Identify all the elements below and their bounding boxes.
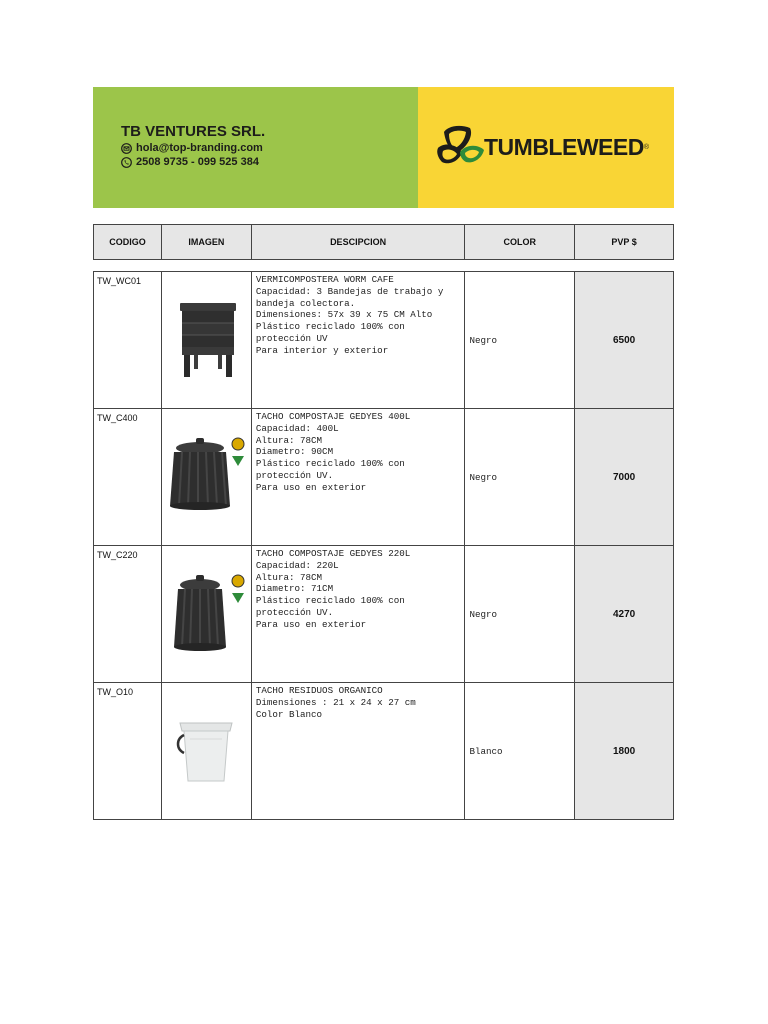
column-header-table — [93, 224, 674, 260]
table-row — [94, 683, 674, 820]
product-description — [251, 272, 465, 409]
product-code: TW_C220 — [94, 546, 162, 683]
leaf-logo-icon — [436, 118, 488, 177]
desc-line: Capacidad: 220L — [255, 559, 339, 571]
product-description — [251, 683, 465, 820]
desc-line: Para uso en exterior — [255, 618, 367, 630]
desc-line: VERMICOMPOSTERA WORM CAFE — [255, 274, 394, 285]
desc-line: Color Blanco — [255, 708, 323, 720]
header-imagen: IMAGEN — [161, 225, 251, 260]
desc-line: protección UV. — [255, 469, 334, 481]
product-price: 7000 — [575, 409, 674, 546]
product-description — [251, 546, 465, 683]
desc-line: Para uso en exterior — [255, 481, 367, 493]
header-pvp: PVP $ — [575, 225, 674, 260]
product-price: 1800 — [575, 683, 674, 820]
product-image-cell — [161, 683, 251, 820]
desc-line: Dimensiones : 21 x 24 x 27 cm — [255, 696, 416, 708]
desc-line: Para interior y exterior — [255, 344, 389, 356]
phone-row — [121, 156, 259, 168]
product-color: Negro — [465, 546, 575, 683]
phone-text: 2508 9735 - 099 525 384 — [136, 156, 259, 168]
desc-line: protección UV — [255, 332, 328, 344]
desc-line: Dimensiones: 57x 39 x 75 CM Alto — [255, 309, 433, 321]
brand-panel — [418, 87, 674, 208]
header-descripcion: DESCIPCION — [251, 225, 465, 260]
desc-line: Altura: 78CM — [255, 434, 323, 446]
desc-line: Altura: 78CM — [255, 571, 323, 583]
phone-icon — [121, 157, 132, 168]
product-color: Blanco — [465, 683, 575, 820]
header-banner — [93, 87, 674, 208]
registered-mark: ® — [643, 144, 649, 151]
email-text[interactable]: hola@top-branding.com — [136, 142, 263, 154]
desc-line: TACHO COMPOSTAJE GEDYES 220L — [255, 548, 411, 559]
product-color: Negro — [465, 272, 575, 409]
product-image-cell — [161, 272, 251, 409]
product-description — [251, 409, 465, 546]
product-image-cell — [161, 546, 251, 683]
organic-bucket-image — [170, 709, 242, 789]
header-color: COLOR — [465, 225, 575, 260]
desc-line: bandeja colectora. — [255, 297, 356, 309]
desc-line: Capacidad: 400L — [255, 422, 339, 434]
table-row — [94, 546, 674, 683]
compost-bin-220l-image — [164, 567, 248, 657]
header-codigo: CODIGO — [94, 225, 162, 260]
table-row — [94, 272, 674, 409]
desc-line: TACHO RESIDUOS ORGANICO — [255, 685, 383, 696]
brand-name: TUMBLEWEED — [484, 134, 644, 160]
product-code: TW_C400 — [94, 409, 162, 546]
email-icon — [121, 143, 132, 154]
desc-line: Plástico reciclado 100% con — [255, 458, 405, 470]
product-code: TW_O10 — [94, 683, 162, 820]
email-row — [121, 142, 263, 154]
product-price: 4270 — [575, 546, 674, 683]
desc-line: Plástico reciclado 100% con — [255, 321, 405, 333]
product-code: TW_WC01 — [94, 272, 162, 409]
desc-line: Plástico reciclado 100% con — [255, 595, 405, 607]
product-color: Negro — [465, 409, 575, 546]
compost-bin-400l-image — [164, 430, 248, 520]
company-name: TB VENTURES SRL. — [121, 123, 266, 140]
table-row — [94, 409, 674, 546]
desc-line: Diametro: 90CM — [255, 446, 334, 458]
desc-line: Capacidad: 3 Bandejas de trabajo y — [255, 285, 444, 297]
product-table — [93, 271, 674, 820]
desc-line: TACHO COMPOSTAJE GEDYES 400L — [255, 411, 411, 422]
desc-line: protección UV. — [255, 606, 334, 618]
worm-cafe-image — [166, 293, 246, 383]
company-panel — [93, 87, 418, 208]
product-image-cell — [161, 409, 251, 546]
product-price: 6500 — [575, 272, 674, 409]
tumbleweed-logo — [436, 118, 649, 177]
desc-line: Diametro: 71CM — [255, 583, 334, 595]
